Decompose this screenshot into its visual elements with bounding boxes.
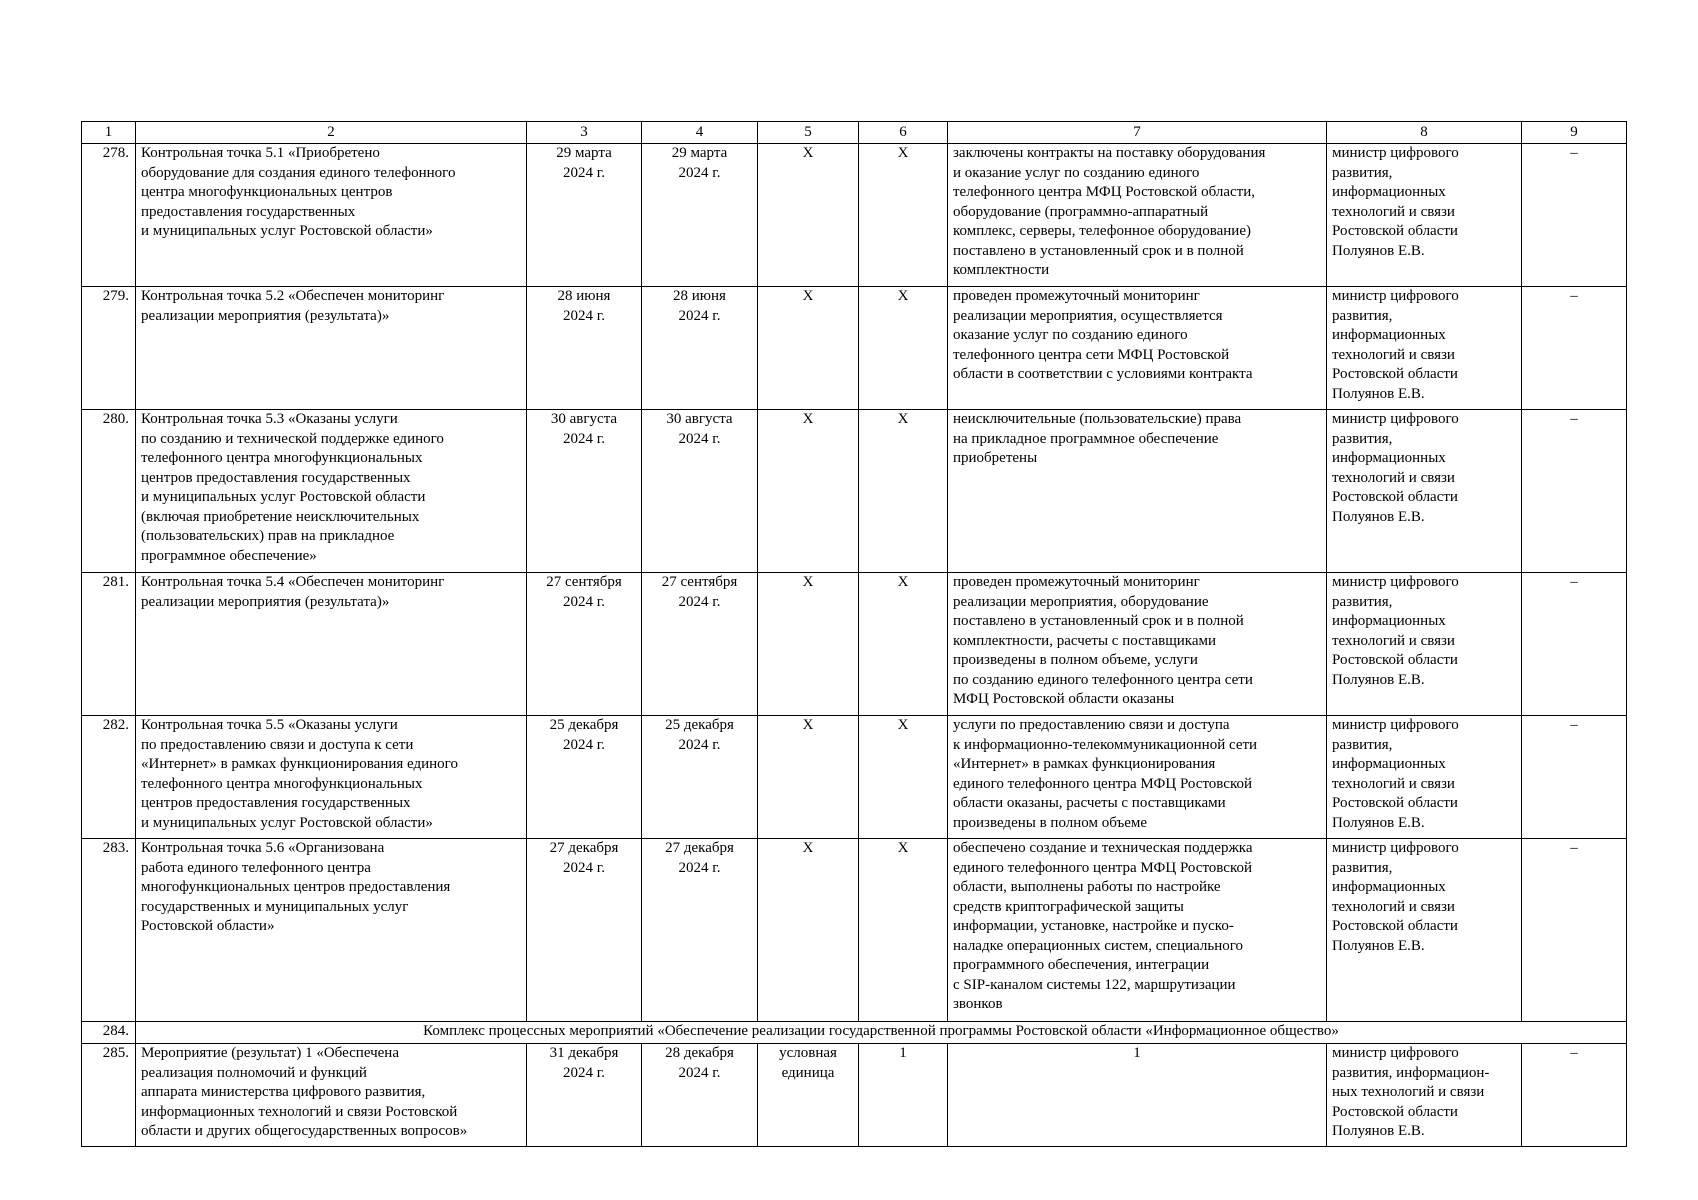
unit-of-measure: условная единица — [758, 1044, 859, 1147]
column-number-header-row — [82, 122, 1627, 144]
row-number: 282. — [82, 716, 136, 839]
table-row — [82, 716, 1627, 839]
row-number: 279. — [82, 287, 136, 410]
planned-date: 25 декабря 2024 г. — [527, 716, 642, 839]
column-5-value: X — [758, 839, 859, 1022]
column-9-value: – — [1522, 1044, 1627, 1147]
report-table — [81, 121, 1627, 1147]
column-5-value: X — [758, 410, 859, 573]
section-row — [82, 1022, 1627, 1044]
column-9-value: – — [1522, 287, 1627, 410]
table-row — [82, 144, 1627, 287]
planned-date: 29 марта 2024 г. — [527, 144, 642, 287]
column-header: 4 — [642, 122, 758, 144]
planned-date: 28 июня 2024 г. — [527, 287, 642, 410]
column-6-value: X — [859, 573, 948, 716]
column-6-value: X — [859, 410, 948, 573]
actual-date: 27 сентября 2024 г. — [642, 573, 758, 716]
column-9-value: – — [1522, 144, 1627, 287]
result-description: заключены контракты на поставку оборудования и оказание услуг по созданию единого телефонного центра МФЦ Ростовской области, оборудование (программно-аппаратный комплекс, серверы, телефонное оборудование) поставлено в установленный срок и в полной комплектности — [948, 144, 1327, 287]
row-number: 280. — [82, 410, 136, 573]
column-6-value: X — [859, 287, 948, 410]
row-title: Контрольная точка 5.5 «Оказаны услуги по предоставлению связи и доступа к сети «Интернет» в рамках функционирования единого телефонного центра многофункциональных центров предоставления государственных и муниципальных услуг Ростовской области» — [136, 716, 527, 839]
result-description: обеспечено создание и техническая поддержка единого телефонного центра МФЦ Ростовской области, выполнены работы по настройке средств криптографической защиты информации, установке, настройке и пуско- наладке операционных систем, специального программного обеспечения, интеграции с SIP-каналом системы 122, маршрутизации звонков — [948, 839, 1327, 1022]
row-title: Контрольная точка 5.1 «Приобретено оборудование для создания единого телефонного центра многофункциональных центров предоставления государственных и муниципальных услуг Ростовской области» — [136, 144, 527, 287]
column-header: 3 — [527, 122, 642, 144]
row-title: Мероприятие (результат) 1 «Обеспечена реализация полномочий и функций аппарата министерства цифрового развития, информационных технологий и связи Ростовской области и других общегосударственных вопросов» — [136, 1044, 527, 1147]
responsible-person: министр цифрового развития, информационных технологий и связи Ростовской области Полуянов Е.В. — [1327, 573, 1522, 716]
actual-date: 30 августа 2024 г. — [642, 410, 758, 573]
result-description: неисключительные (пользовательские) права на прикладное программное обеспечение приобретены — [948, 410, 1327, 573]
row-number: 278. — [82, 144, 136, 287]
result-description: услуги по предоставлению связи и доступа к информационно-телекоммуникационной сети «Интернет» в рамках функционирования единого телефонного центра МФЦ Ростовской области оказаны, расчеты с поставщиками произведены в полном объеме — [948, 716, 1327, 839]
planned-date: 27 декабря 2024 г. — [527, 839, 642, 1022]
row-title: Контрольная точка 5.4 «Обеспечен мониторинг реализации мероприятия (результата)» — [136, 573, 527, 716]
planned-date: 31 декабря 2024 г. — [527, 1044, 642, 1147]
column-9-value: – — [1522, 716, 1627, 839]
table-row — [82, 573, 1627, 716]
result-description: проведен промежуточный мониторинг реализации мероприятия, оборудование поставлено в установленный срок и в полной комплектности, расчеты с поставщиками произведены в полном объеме, услуги по созданию единого телефонного центра сети МФЦ Ростовской области оказаны — [948, 573, 1327, 716]
actual-date: 25 декабря 2024 г. — [642, 716, 758, 839]
table-row — [82, 410, 1627, 573]
column-header: 9 — [1522, 122, 1627, 144]
responsible-person: министр цифрового развития, информационных технологий и связи Ростовской области Полуянов Е.В. — [1327, 287, 1522, 410]
table-row — [82, 1044, 1627, 1147]
row-number: 285. — [82, 1044, 136, 1147]
column-header: 6 — [859, 122, 948, 144]
column-header: 7 — [948, 122, 1327, 144]
column-5-value: X — [758, 287, 859, 410]
column-header: 8 — [1327, 122, 1522, 144]
column-6-value: X — [859, 716, 948, 839]
responsible-person: министр цифрового развития, информацион- ных технологий и связи Ростовской области Полуянов Е.В. — [1327, 1044, 1522, 1147]
row-number: 283. — [82, 839, 136, 1022]
column-header: 1 — [82, 122, 136, 144]
column-9-value: – — [1522, 410, 1627, 573]
table-row — [82, 287, 1627, 410]
column-header: 5 — [758, 122, 859, 144]
column-header: 2 — [136, 122, 527, 144]
responsible-person: министр цифрового развития, информационных технологий и связи Ростовской области Полуянов Е.В. — [1327, 144, 1522, 287]
column-5-value: X — [758, 144, 859, 287]
actual-date: 28 декабря 2024 г. — [642, 1044, 758, 1147]
responsible-person: министр цифрового развития, информационных технологий и связи Ростовской области Полуянов Е.В. — [1327, 839, 1522, 1022]
column-9-value: – — [1522, 573, 1627, 716]
actual-date: 27 декабря 2024 г. — [642, 839, 758, 1022]
responsible-person: министр цифрового развития, информационных технологий и связи Ростовской области Полуянов Е.В. — [1327, 716, 1522, 839]
result-description: проведен промежуточный мониторинг реализации мероприятия, осуществляется оказание услуг по созданию единого телефонного центра сети МФЦ Ростовской области в соответствии с условиями контракта — [948, 287, 1327, 410]
table-row — [82, 839, 1627, 1022]
column-6-value: X — [859, 839, 948, 1022]
row-title: Контрольная точка 5.6 «Организована работа единого телефонного центра многофункциональных центров предоставления государственных и муниципальных услуг Ростовской области» — [136, 839, 527, 1022]
result-description: 1 — [948, 1044, 1327, 1147]
row-number: 284. — [82, 1022, 136, 1044]
column-5-value: X — [758, 573, 859, 716]
section-title: Комплекс процессных мероприятий «Обеспечение реализации государственной программы Ростовской области «Информационное общество» — [136, 1022, 1627, 1044]
planned-date: 30 августа 2024 г. — [527, 410, 642, 573]
column-6-value: 1 — [859, 1044, 948, 1147]
column-9-value: – — [1522, 839, 1627, 1022]
responsible-person: министр цифрового развития, информационных технологий и связи Ростовской области Полуянов Е.В. — [1327, 410, 1522, 573]
row-number: 281. — [82, 573, 136, 716]
row-title: Контрольная точка 5.3 «Оказаны услуги по созданию и технической поддержке единого телефонного центра многофункциональных центров предоставления государственных и муниципальных услуг Ростовской области (включая приобретение неисключительных (пользовательских) прав на прикладное программное обеспечение» — [136, 410, 527, 573]
actual-date: 28 июня 2024 г. — [642, 287, 758, 410]
column-5-value: X — [758, 716, 859, 839]
column-6-value: X — [859, 144, 948, 287]
row-title: Контрольная точка 5.2 «Обеспечен мониторинг реализации мероприятия (результата)» — [136, 287, 527, 410]
planned-date: 27 сентября 2024 г. — [527, 573, 642, 716]
actual-date: 29 марта 2024 г. — [642, 144, 758, 287]
